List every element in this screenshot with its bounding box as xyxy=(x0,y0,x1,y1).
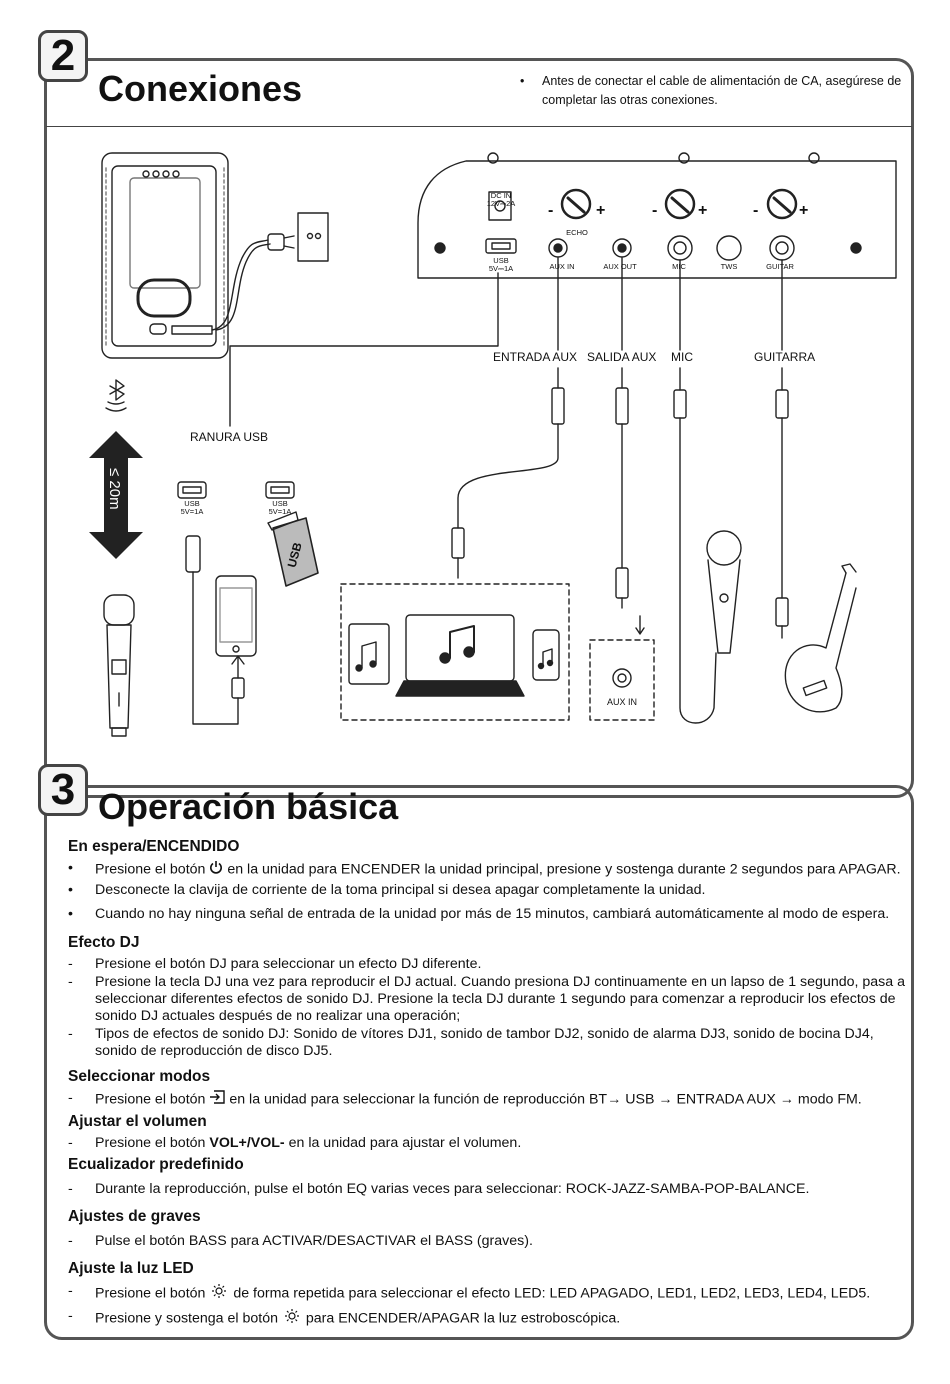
aux-in-box xyxy=(590,640,654,720)
usb-port-2-rating: 5V=1A xyxy=(268,507,292,516)
group-equalizer xyxy=(68,1154,908,1198)
echo-label: ECHO xyxy=(566,228,588,237)
section-divider xyxy=(46,126,912,127)
group-standby xyxy=(68,836,908,923)
dc-in-label: DC IN xyxy=(490,191,512,200)
bluetooth-icon xyxy=(106,380,126,411)
connection-lines xyxy=(230,258,782,426)
usb-port-2-label: USB xyxy=(272,499,288,508)
usb-port-1-label: USB xyxy=(184,499,200,508)
guitar-icon xyxy=(785,564,856,712)
entrada-aux-label: ENTRADA AUX xyxy=(493,350,578,364)
media-devices-box xyxy=(341,584,569,720)
usb-label: USB xyxy=(493,256,509,265)
group-volume xyxy=(68,1111,908,1152)
usb-rating: 5V⎓1A xyxy=(488,264,514,273)
list-item: - Pulse el botón BASS para ACTIVAR/DESACTIVAR el BASS (graves). xyxy=(68,1233,533,1249)
speaker-illustration xyxy=(102,153,228,358)
wired-mic-icon xyxy=(707,531,741,653)
heading-led: Ajuste la luz LED xyxy=(68,1260,194,1277)
salida-aux-label: SALIDA AUX xyxy=(587,350,657,364)
list-item: • Desconecte la clavija de corriente de la toma principal si desea apagar completamente la unidad. xyxy=(68,882,706,898)
guitar-cable xyxy=(776,368,788,638)
list-item: - Presione el botón de forma repetida para seleccionar el efecto LED: LED APAGADO, LED1, LED2, LED3, LED4, LED5. xyxy=(68,1283,908,1304)
list-item: - Presione la tecla DJ una vez para reproducir el DJ actual. Cuando presiona DJ continuamente en un lapso de 1 segundo, pasa a seleccionar diferentes efectos de sonido DJ. Presione la tecla DJ durante 1 segundo para comenzar a reproducir los efectos de sonido DJ actuales después de no realizar una operación; xyxy=(68,974,905,1024)
heading-standby: En espera/ENCENDIDO xyxy=(68,838,240,855)
dc-in-rating: 12V⎓2A xyxy=(486,199,516,208)
usb-stick-label: USB xyxy=(284,540,305,570)
mic-label: MIC xyxy=(671,350,693,364)
section-number-3: 3 xyxy=(38,764,88,816)
group-dj-effect xyxy=(68,932,908,1060)
guitar-plus: + xyxy=(799,202,809,219)
list-item: - Presione el botón DJ para seleccionar un efecto DJ diferente. xyxy=(68,956,482,972)
aux-out-port-label: AUX OUT xyxy=(603,262,637,271)
power-icon xyxy=(209,860,223,879)
section-title-connections: Conexiones xyxy=(98,68,303,109)
heading-volume: Ajustar el volumen xyxy=(68,1113,207,1130)
heading-equalizer: Ecualizador predefinido xyxy=(68,1156,244,1173)
led-icon xyxy=(282,1308,302,1329)
list-item: - Presione el botón en la unidad para seleccionar la función de reproducción BT→ USB → ENTRADA AUX → modo FM. xyxy=(68,1090,862,1108)
list-item: - Presione el botón VOL+/VOL- en la unidad para ajustar el volumen. xyxy=(68,1135,522,1151)
heading-bass: Ajustes de graves xyxy=(68,1208,201,1225)
aux-out-jack xyxy=(616,368,644,634)
phone-cable xyxy=(186,536,244,724)
power-plug-icon xyxy=(212,213,328,330)
list-item: - Presione y sostenga el botón para ENCENDER/APAGAR la luz estroboscópica. xyxy=(68,1308,908,1329)
mic-port-label: MIC xyxy=(672,262,686,271)
aux-in-box-label: AUX IN xyxy=(606,697,637,707)
note-bullet: • xyxy=(520,74,525,88)
usb-port-icon xyxy=(178,482,294,498)
connection-diagram xyxy=(46,128,912,783)
aux-in-jack xyxy=(452,368,564,578)
aux-in-port-label: AUX IN xyxy=(549,262,575,271)
mic-cable xyxy=(674,368,716,723)
smartphone-icon xyxy=(216,576,256,656)
group-led xyxy=(68,1258,908,1329)
mic-minus: - xyxy=(652,202,658,219)
list-item: • Presione el botón en la unidad para ENCENDER la unidad principal, presione y sostenga durante 2 segundos para APAGAR. xyxy=(68,860,901,878)
mic-plus: + xyxy=(698,202,708,219)
list-item: - Tipos de efectos de sonido DJ: Sonido de vítores DJ1, sonido de tambor DJ2, sonido de alarma DJ3, sonido de bocina DJ4, sonido de reproducción de disco DJ5. xyxy=(68,1026,874,1059)
group-bass xyxy=(68,1206,908,1250)
usb-port-1-rating: 5V=1A xyxy=(180,507,204,516)
mode-icon xyxy=(209,1090,225,1109)
note-text: Antes de conectar el cable de alimentación de CA, asegúrese de completar las otras conexiones. xyxy=(542,74,902,107)
heading-dj-effect: Efecto DJ xyxy=(68,934,140,951)
ranura-usb-label: RANURA USB xyxy=(190,430,269,444)
guitar-minus: - xyxy=(753,202,759,219)
echo-plus: + xyxy=(596,202,606,219)
operation-instructions xyxy=(68,836,908,1329)
list-item: • Cuando no hay ninguna señal de entrada de la unidad por más de 15 minutos, cambiará automáticamente al modo de espera. xyxy=(68,906,890,922)
led-icon xyxy=(209,1283,229,1304)
list-item: - Durante la reproducción, pulse el botón EQ varias veces para seleccionar: ROCK-JAZZ-SAMBA-POP-BALANCE. xyxy=(68,1181,810,1197)
guitar-port-label: GUITAR xyxy=(766,262,794,271)
wireless-mic-icon xyxy=(104,595,134,736)
section-number-2: 2 xyxy=(38,30,88,82)
group-select-mode xyxy=(68,1066,908,1109)
section-title-basic-operation: Operación básica xyxy=(98,786,399,827)
distance-label: ≤ 20m xyxy=(106,468,123,510)
tws-port-label: TWS xyxy=(720,262,738,271)
heading-select-mode: Seleccionar modos xyxy=(68,1068,211,1085)
guitarra-label: GUITARRA xyxy=(754,350,816,364)
echo-minus: - xyxy=(548,202,554,219)
